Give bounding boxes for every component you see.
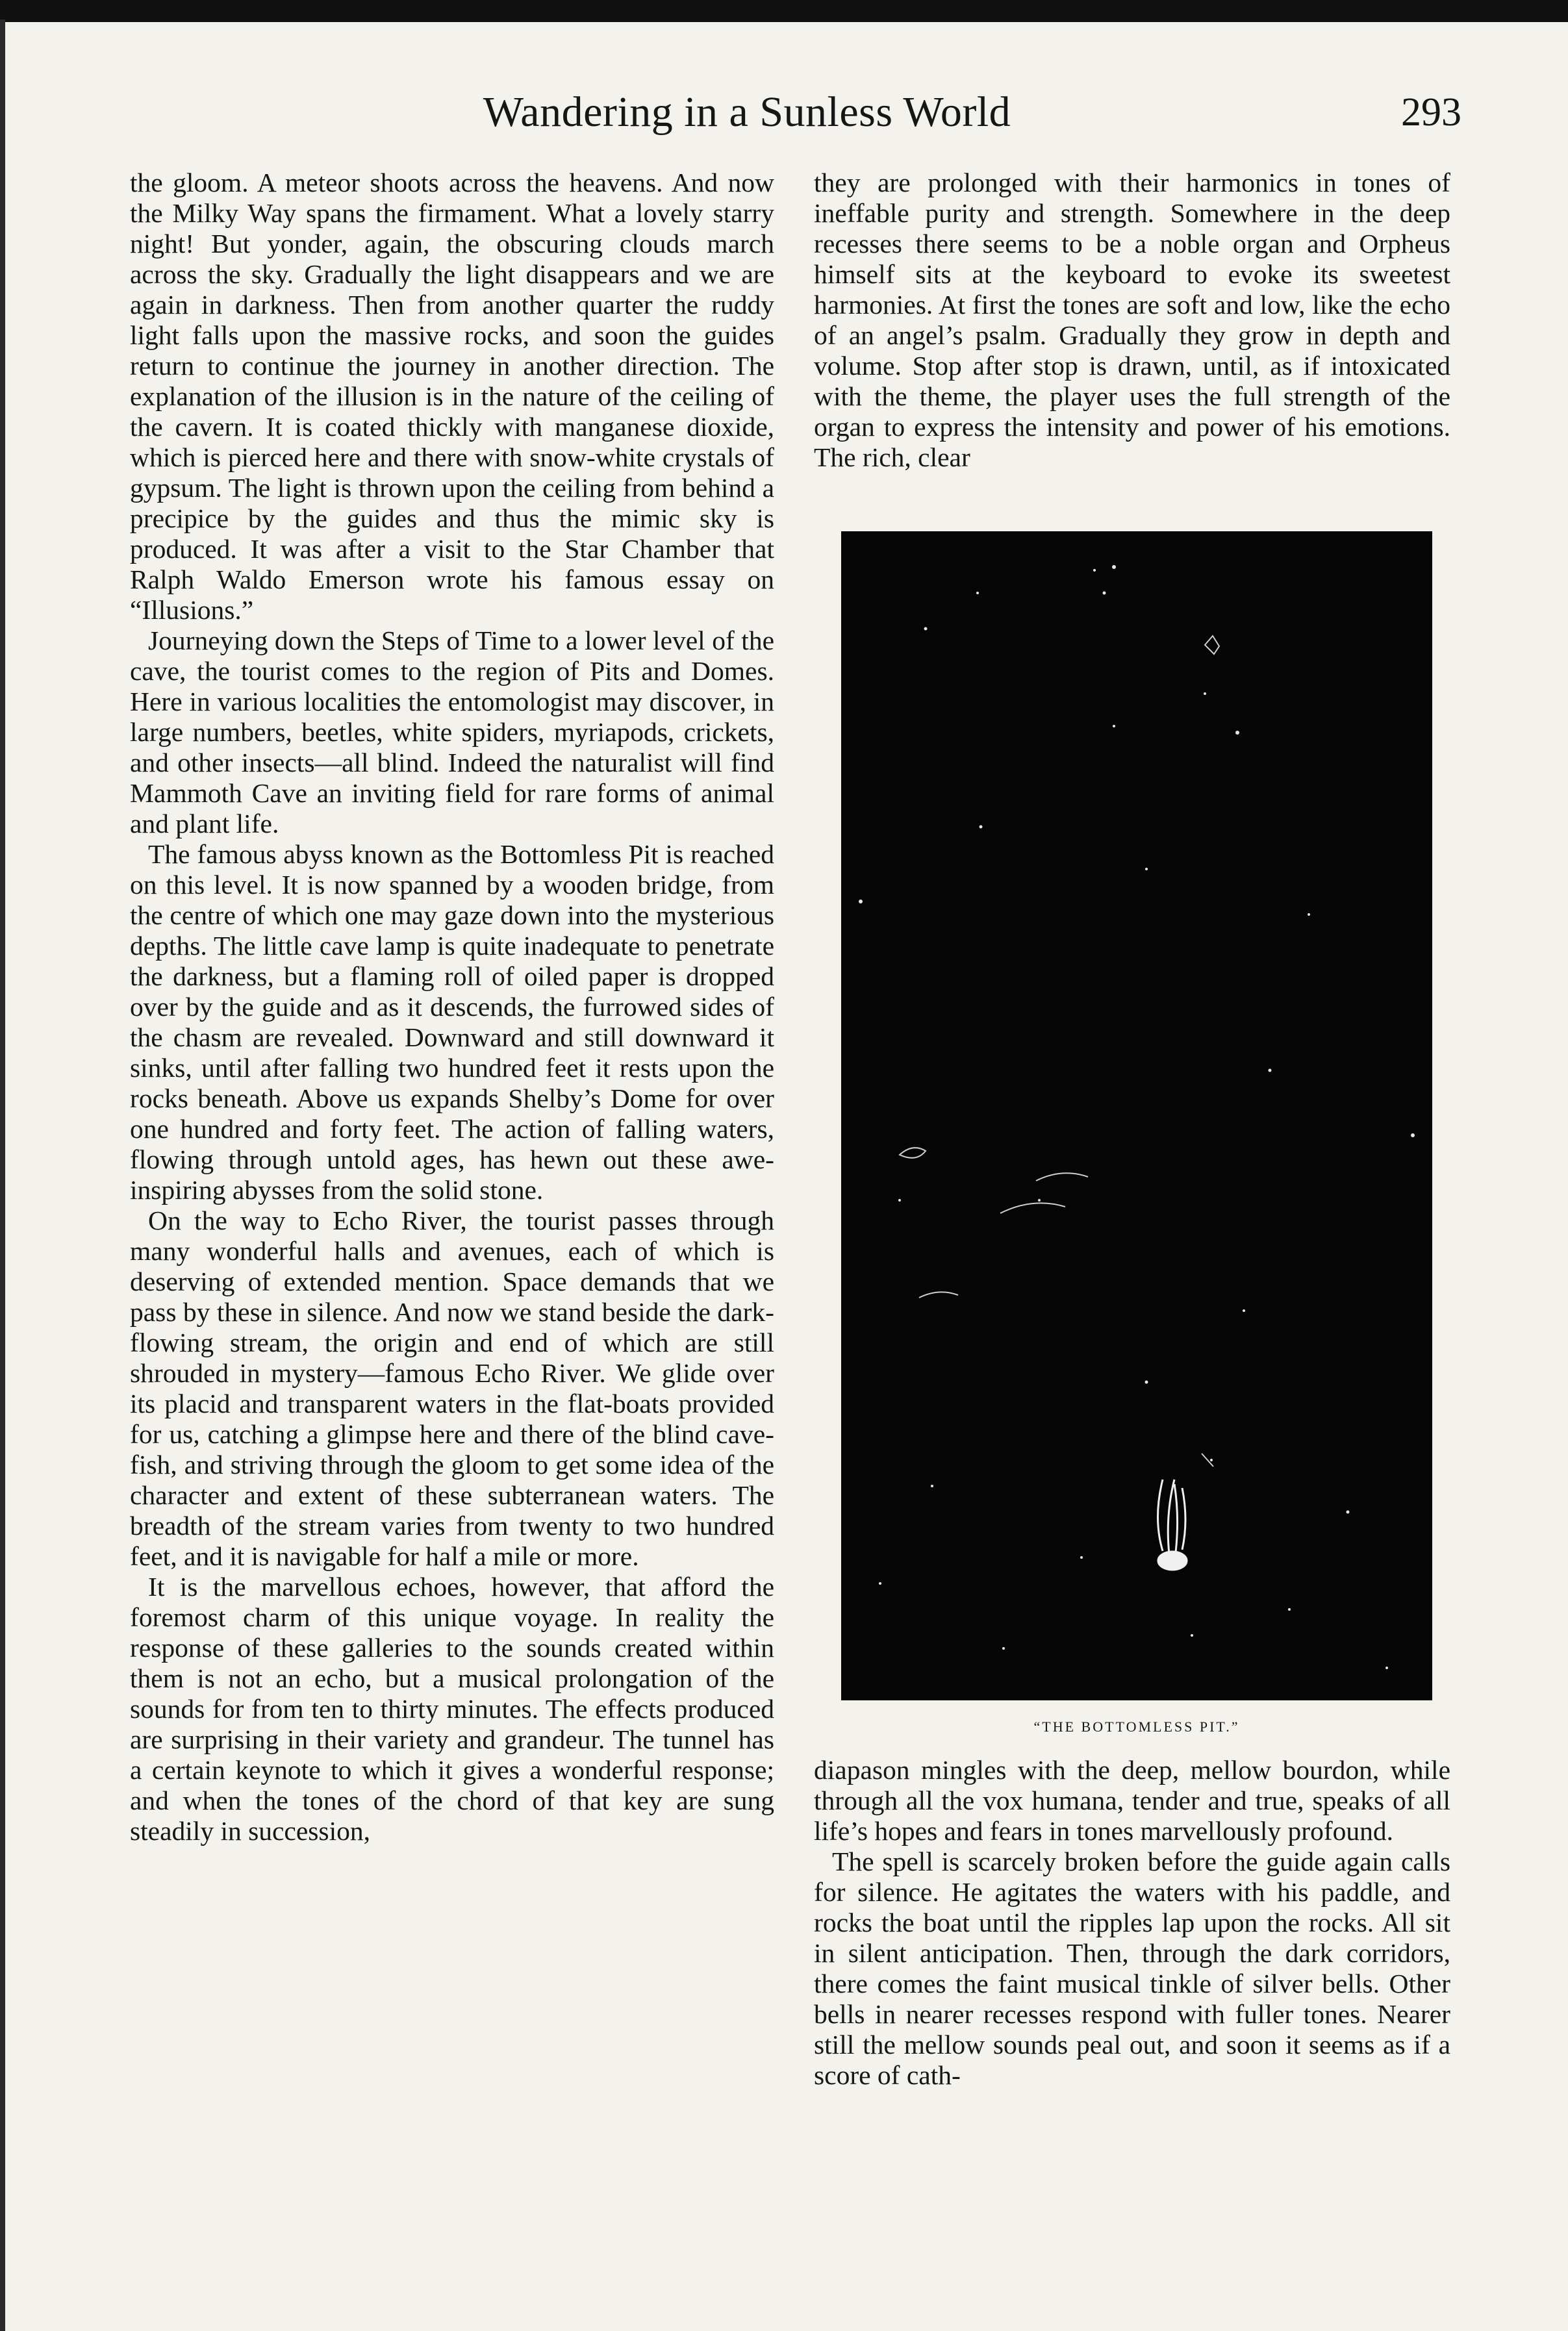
page-header: [110, 83, 1461, 142]
photo-background: [841, 531, 1432, 1700]
left-column: [130, 168, 774, 1846]
bottomless-pit-photo: [841, 531, 1432, 1700]
figure-caption: [841, 1719, 1432, 1735]
left-border-rule: [0, 19, 5, 2331]
paragraph: Journeying down the Steps of Time to a lower level of the cave, the tourist comes to the region of Pits and Domes. Here in various localities the entomologist may discover, in large numbers, beetles, white spiders, myriapods, crickets, and other insects—all blind. Indeed the naturalist will find Mammoth Cave an inviting field for rare forms of animal and plant life.: [130, 625, 774, 838]
photo-image: [841, 531, 1432, 1700]
paragraph: the gloom. A meteor shoots across the heavens. And now the Milky Way spans the firmament. What a lovely starry night! But yonder, again, the obscuring clouds march across the sky. Gradually the light disappears and we are again in darkness. Then from another quarter the ruddy light falls upon the massive rocks, and soon the guides return to continue the journey in another direction. The explanation of the illusion is in the nature of the ceiling of the cavern. It is coated thickly with manganese dioxide, which is pierced here and there with snow-white crystals of gypsum. The light is thrown upon the ceiling from behind a precipice by the guides and thus the mimic sky is produced. It was after a visit to the Star Chamber that Ralph Waldo Emerson wrote his famous essay on “Illusions.”: [130, 168, 774, 625]
paragraph: The famous abyss known as the Bottomless Pit is reached on this level. It is now spanned by a wooden bridge, from the centre of which one may gaze down into the mysterious depths. The little cave lamp is quite inadequate to penetrate the darkness, but a flaming roll of oiled paper is dropped over by the guide and as it descends, the furrowed sides of the chasm are revealed. Downward and still downward it sinks, until after falling two hundred feet it rests upon the rocks beneath. Above us expands Shelby’s Dome for over one hundred and forty feet. The action of falling waters, flowing through untold ages, has hewn out these awe-inspiring abysses from the solid stone.: [130, 839, 774, 1205]
paragraph: On the way to Echo River, the tourist passes through many wonderful halls and avenues, each of which is deserving of extended mention. Space demands that we pass by these in silence. And now we stand beside the dark-flowing stream, the origin and end of which are still shrouded in mystery—famous Echo River. We glide over its placid and transparent waters in the flat-boats provided for us, catching a glimpse here and there of the blind cave-fish, and striving through the gloom to get some idea of the character and extent of these subterranean waters. The breadth of the stream varies from twenty to two hundred feet, and it is navigable for half a mile or more.: [130, 1205, 774, 1571]
top-border-rule: [0, 0, 1568, 22]
paragraph: diapason mingles with the deep, mellow bourdon, while through all the vox humana, tender and true, speaks of all life’s hopes and fears in tones marvellously profound.: [814, 1755, 1450, 1846]
paragraph: It is the marvellous echoes, however, that afford the foremost charm of this unique voyage. In reality the response of these galleries to the sounds created within them is not an echo, but a musical prolongation of the sounds for from ten to thirty minutes. The effects produced are surprising in their variety and grandeur. The tunnel has a certain keynote to which it gives a wonderful response; and when the tones of the chord of that key are sung steadily in succession,: [130, 1572, 774, 1846]
paragraph: The spell is scarcely broken before the guide again calls for silence. He agitates the waters with his paddle, and rocks the boat until the ripples lap upon the rocks. All sit in silent anticipation. Then, through the dark corridors, there comes the faint musical tinkle of silver bells. Other bells in nearer recesses respond with fuller tones. Nearer still the mellow sounds peal out, and soon it seems as if a score of cath-: [814, 1846, 1450, 2090]
paragraph: they are prolonged with their harmonics in tones of ineffable purity and strength. Somewhere in the deep recesses there seems to be a noble organ and Orpheus himself sits at the keyboard to evoke its sweetest harmonies. At first the tones are soft and low, like the echo of an angel’s psalm. Gradually they grow in depth and volume. Stop after stop is drawn, until, as if intoxicated with the theme, the player uses the full strength of the organ to express the intensity and power of his emotions. The rich, clear: [814, 168, 1450, 472]
page-number: 293: [1401, 90, 1461, 134]
right-column-bottom: [814, 1755, 1450, 2091]
figure-caption-text: “THE BOTTOMLESS PIT.”: [1033, 1719, 1240, 1735]
running-title: Wandering in a Sunless World: [483, 88, 1011, 136]
right-column-top: [814, 168, 1450, 473]
